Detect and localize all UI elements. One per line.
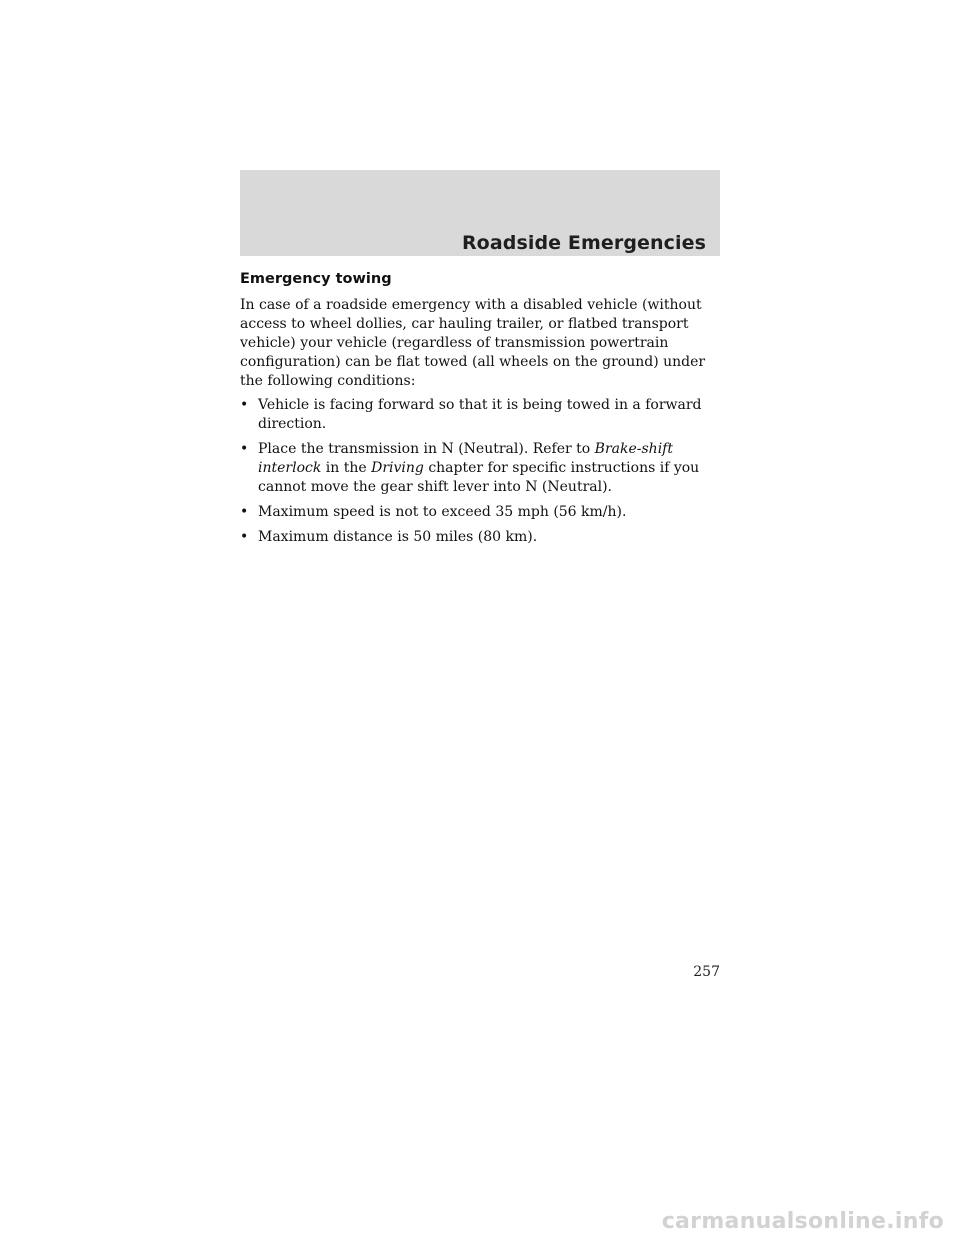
bullet-icon: • xyxy=(240,397,249,413)
list-item xyxy=(240,503,722,522)
page-content xyxy=(240,268,722,553)
bullet-icon: • xyxy=(240,529,249,545)
subsection-heading: Emergency towing xyxy=(240,271,392,287)
watermark: carmanualsonline.info xyxy=(661,1209,944,1234)
list-item xyxy=(240,528,722,547)
section-title: Roadside Emergencies xyxy=(461,232,706,254)
bullet-icon: • xyxy=(240,504,249,520)
list-item-text: in the xyxy=(321,460,372,476)
list-item xyxy=(240,440,722,497)
cross-reference-driving: Driving xyxy=(371,460,424,476)
section-header-band xyxy=(240,170,720,256)
bullet-icon: • xyxy=(240,441,249,457)
cross-reference-brake-shift-interlock: Brake-shift interlock xyxy=(258,441,673,476)
list-item xyxy=(240,396,722,434)
list-item-text: Maximum distance is 50 miles (80 km). xyxy=(258,529,538,545)
page-number: 257 xyxy=(693,964,720,980)
conditions-list xyxy=(240,396,722,547)
list-item-text: chapter for specific instructions if you cannot move the gear shift lever into N (Neutral). xyxy=(258,460,700,495)
list-item-text: Maximum speed is not to exceed 35 mph (56 km/h). xyxy=(258,504,627,520)
list-item-text: Place the transmission in N (Neutral). Refer to xyxy=(258,441,595,457)
intro-paragraph: In case of a roadside emergency with a disabled vehicle (without access to wheel dollies, car hauling trailer, or flatbed transport vehicle) your vehicle (regardless of transmission powertrain configuration) can be flat towed (all wheels on the ground) under the following conditions: xyxy=(240,297,706,389)
list-item-text: Vehicle is facing forward so that it is being towed in a forward direction. xyxy=(258,397,702,432)
